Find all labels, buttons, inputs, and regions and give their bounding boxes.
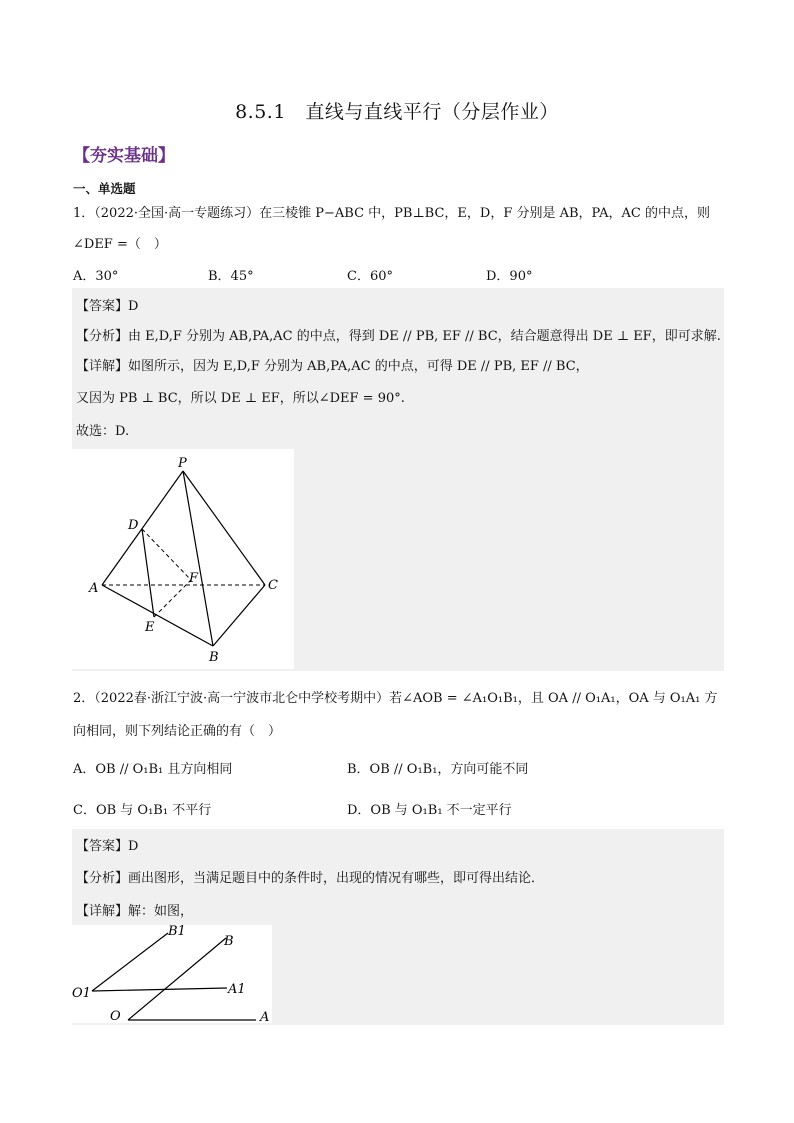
label-a1: A1 — [228, 982, 246, 997]
q2-option-c: C．OB 与 O₁B₁ 不平行 — [73, 803, 212, 818]
q2-detail: 【详解】解：如图， — [76, 904, 194, 919]
q2-answer: 【答案】D — [76, 839, 139, 854]
label-f: F — [189, 571, 199, 586]
label-a: A — [89, 581, 99, 596]
q1-option-c: C．60° — [347, 269, 393, 284]
label-b: B — [224, 934, 234, 949]
section-heading: 【夯实基础】 — [73, 146, 175, 166]
q2-option-d: D．OB 与 O₁B₁ 不一定平行 — [347, 803, 512, 818]
q1-analysis: 【分析】由 E,D,F 分别为 AB,PA,AC 的中点，得到 DE // PB, EF // BC，结合题意得出 DE ⊥ EF，即可求解. — [76, 329, 721, 344]
label-o1: O1 — [72, 986, 91, 1001]
q2-stem-line1: 2．（2022春·浙江宁波·高一宁波市北仑中学校考期中）若∠AOB = ∠A₁O₁B₁，且 OA // O₁A₁，OA 与 O₁A₁ 方 — [73, 691, 718, 706]
page-title: 8.5.1 直线与直线平行（分层作业） — [235, 101, 559, 123]
label-o: O — [110, 1009, 121, 1023]
q2-option-a: A．OB // O₁B₁ 且方向相同 — [73, 762, 233, 777]
angle-figure — [72, 925, 272, 1023]
q2-option-b: B．OB // O₁B₁，方向可能不同 — [347, 762, 529, 777]
q1-detail-line1: 【详解】如图所示，因为 E,D,F 分别为 AB,PA,AC 的中点，可得 DE // PB, EF // BC， — [76, 359, 589, 374]
q1-option-d: D．90° — [486, 269, 533, 284]
q1-stem-line2: ∠DEF =（ ） — [73, 237, 167, 252]
label-a: A — [260, 1010, 270, 1023]
label-c: C — [268, 578, 278, 593]
q1-option-b: B．45° — [208, 269, 254, 284]
q1-option-a: A．30° — [73, 269, 119, 284]
q2-analysis: 【分析】画出图形，当满足题目中的条件时，出现的情况有哪些，即可得出结论． — [76, 871, 545, 886]
label-p: P — [178, 456, 187, 471]
q1-stem-line1: 1．（2022·全国·高一专题练习）在三棱锥 P−ABC 中，PB⊥BC，E，D，F 分别是 AB，PA，AC 的中点，则 — [73, 206, 710, 221]
q1-answer: 【答案】D — [76, 299, 139, 314]
label-d: D — [128, 518, 139, 533]
label-b: B — [209, 650, 219, 665]
q2-stem-line2: 向相同，则下列结论正确的有（ ） — [73, 724, 282, 739]
q1-choose: 故选：D. — [76, 424, 130, 439]
label-b1: B1 — [168, 925, 186, 939]
part-heading: 一、单选题 — [73, 181, 136, 196]
tetrahedron-figure — [72, 449, 294, 669]
q1-detail-line2: 又因为 PB ⊥ BC，所以 DE ⊥ EF，所以∠DEF = 90°. — [76, 391, 405, 406]
label-e: E — [145, 620, 155, 635]
